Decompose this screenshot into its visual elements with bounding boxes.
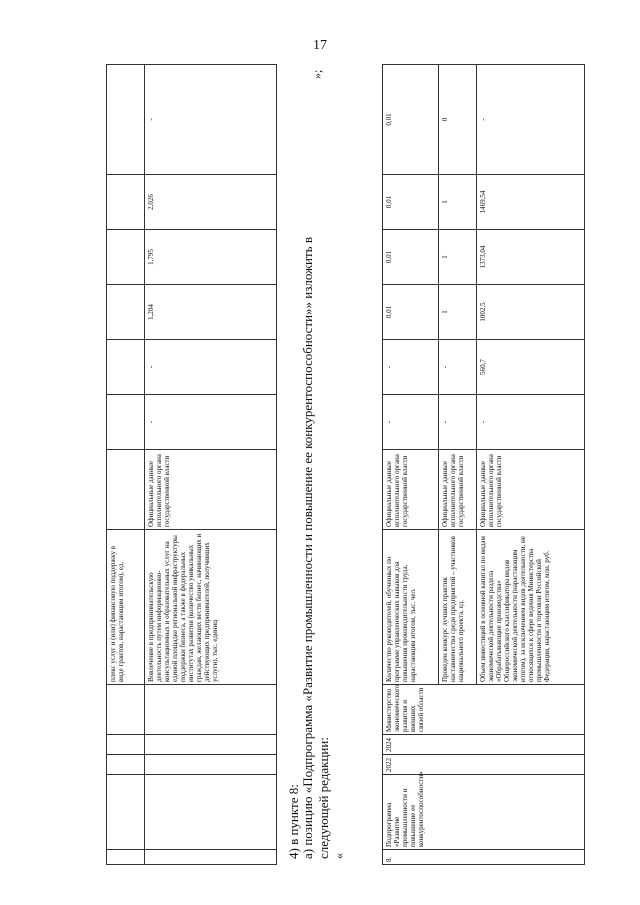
close-quote: »; [310,69,324,79]
top-table-text-top: плекс услуг и (или) финансовую поддержку в виде грантов, нарастающим итогом), ед. [107,530,145,685]
value-cell: - [439,340,477,395]
year-start: 2022 [383,755,585,775]
value-cell: 0,01 [383,285,439,340]
page-number: 17 [313,38,327,53]
value-cell: 1 [439,175,477,230]
value-cell: 1373,04 [477,230,585,285]
subprogram-name: Подпрограмма «Развитие промышленности и повышение ее конкурентоспособности» [383,775,585,850]
value-cell: - [383,395,439,450]
top-value: 1,795 [145,230,277,285]
row-number: 8. [383,850,585,865]
source-3: Официальные данные исполнительного органа государственной власти [477,450,585,530]
indicator-3: Объем инвестиций в основной капитал по видам экономической деятельности раздела «Обрабатывающие производства» Общероссийского классификатора видов экономической деятельности (нарастающим итогом), за исключением видов деятельности, не относящихся к сфере ведения Министерства промышленности и торговли Российской Федерации, нарастающим итогом, млн. руб. [477,530,585,685]
statement-line-3: следующей редакции: [316,737,331,859]
top-value: - [145,65,277,175]
top-value: 1,204 [145,285,277,340]
value-cell: - [477,65,585,175]
value-cell: 560,7 [477,340,585,395]
top-value: - [145,340,277,395]
value-cell: - [439,395,477,450]
rotated-sheet [42,45,602,865]
bottom-table [382,64,585,865]
value-cell: 0,01 [383,65,439,175]
indicator-1: Количество руководителей, обученных по программе управленческих навыков для повышения производительности труда, нарастающим итогом, тыс. чел. [383,530,439,685]
year-end: 2024 [383,735,585,755]
open-quote: « [332,853,346,859]
top-value: 2,026 [145,175,277,230]
value-cell: 1 [439,230,477,285]
source-2: Официальные данные исполнительного органа государственной власти [439,450,477,530]
indicator-2: Проведен конкурс лучших практик наставничества среди предприятий – участников национального проекта, ед. [439,530,477,685]
value-cell: 0,01 [383,175,439,230]
executor: Министерство экономического развития и внешних связей области [383,685,585,735]
source-1: Официальные данные исполнительного органа государственной власти [383,450,439,530]
top-table [106,64,277,865]
value-cell: 1002,5 [477,285,585,340]
value-cell: - [383,340,439,395]
value-cell: 1469,54 [477,175,585,230]
top-table-indicator: Вовлечение в предпринимательскую деятельность путем информационно-консультационных и образовательных услуг на единой площадке региональной инфраструктуры поддержки бизнеса, а также в федеральных институтах развития (количество уникальных граждан, желающих вести бизнес, начинающих и действующих предпринимателей, получивших услуги), тыс. единиц [145,530,277,685]
statement-line-2: а) позицию «Подпрограмма «Развитие промышленности и повышение ее конкурентоспособности»» изложить в [300,237,315,859]
value-cell: 0 [439,65,477,175]
top-table-source: Официальные данные исполнительного органа государственной власти [145,450,277,530]
value-cell: 1 [439,285,477,340]
value-cell: 0,01 [383,230,439,285]
value-cell: - [477,395,585,450]
statement-line-1: 4) в пункте 8: [286,784,301,859]
top-value: - [145,395,277,450]
